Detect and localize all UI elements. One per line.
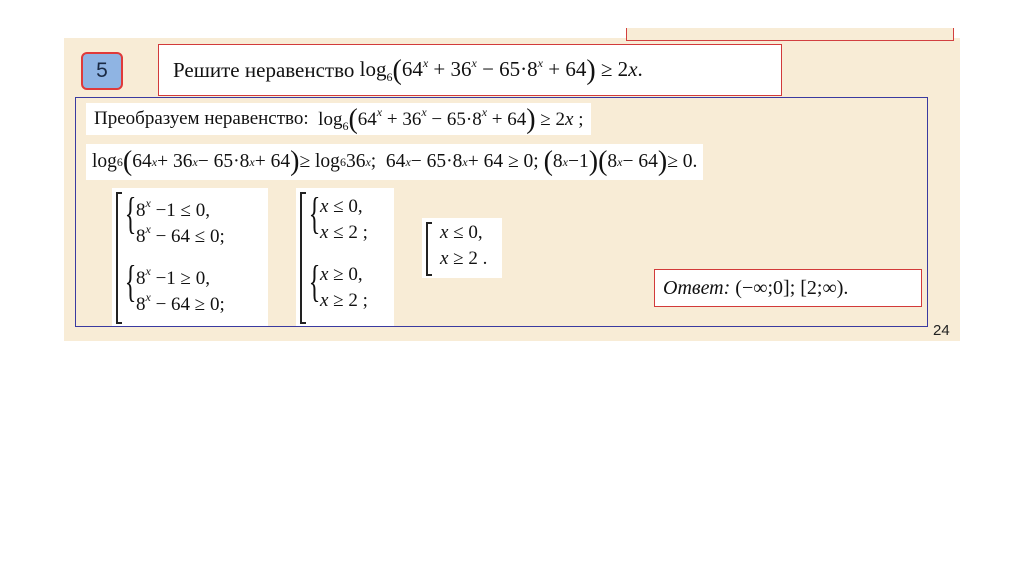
collection-bracket <box>426 222 432 276</box>
collection-bracket <box>116 192 122 324</box>
task-text: Решите неравенство <box>173 57 355 82</box>
system-x-bounds: { x ≤ 0, x ≤ 2 ; { x ≥ 0, x ≥ 2 ; <box>296 188 394 326</box>
answer-label: Ответ: <box>663 276 731 299</box>
task-number-badge: 5 <box>81 52 123 90</box>
page-number: 24 <box>933 322 950 339</box>
brace-icon: { <box>124 189 137 238</box>
solution-step-1 <box>86 103 591 135</box>
collection-bracket <box>300 192 306 324</box>
brace-icon: { <box>308 189 321 238</box>
top-decorative-box <box>626 28 954 41</box>
task-statement <box>158 44 782 96</box>
solution-step-2: log 6 ( 64 x + 36 x − 65·8 x + 64 ) ≥ log 6 36 x ; 64 x − 65·8 x + 64 ≥ 0; ( 8 x −1 ) ( 8 x − 64 ) ≥ 0. <box>86 144 703 180</box>
task-formula: $\log_6(64^x + 36^x - 65\cdot 8^x + 64) \ge 2x$. <box>359 54 643 86</box>
system-result: x ≤ 0, x ≥ 2 . <box>422 218 502 278</box>
answer-value: (−∞;0]; [2;∞). <box>735 276 849 299</box>
answer-box <box>654 269 922 307</box>
system-exponential: { $8^x -1 \le 0$, $8^x - 64 \le 0$; { $8^x -1 \ge 0$, $8^x - 64 \ge 0$; <box>112 188 268 326</box>
step1-formula: $\log_6(64^x + 36^x - 65\cdot 8^x + 64) \ge 2x$ ; <box>318 103 584 135</box>
step1-label: Преобразуем неравенство: <box>94 108 309 129</box>
brace-icon: { <box>124 257 137 306</box>
brace-icon: { <box>308 257 321 306</box>
